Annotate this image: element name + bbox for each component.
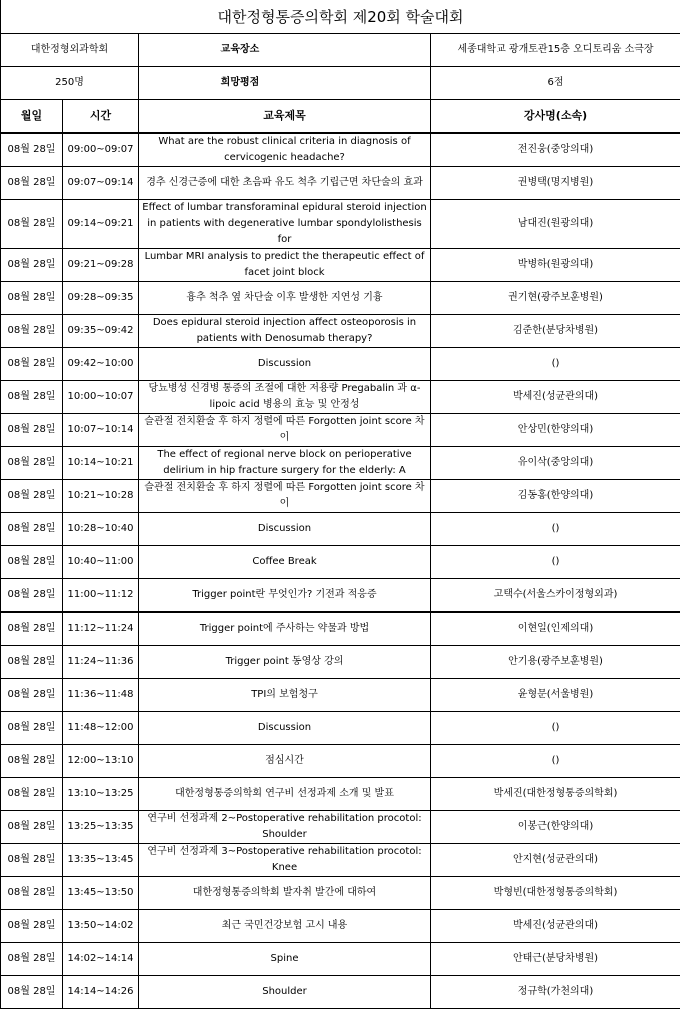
table-row <box>1 249 680 282</box>
table-row <box>1 679 680 712</box>
row-time: 13:25~13:35 <box>63 811 139 844</box>
row-topic: 경추 신경근증에 대한 초음파 유도 척추 기립근면 차단술의 효과 <box>139 167 431 200</box>
row-speaker: 안태근(분당차병원) <box>431 943 680 976</box>
row-speaker: 김준한(분당차병원) <box>431 315 680 348</box>
row-date: 08월 28일 <box>1 348 63 381</box>
row-topic: 대한정형통증의학회 연구비 선정과제 소개 및 발표 <box>139 778 431 811</box>
row-topic: Discussion <box>139 712 431 745</box>
capacity-cell: 250명 <box>1 67 139 100</box>
row-speaker: 안상민(한양의대) <box>431 414 680 447</box>
table-row <box>1 877 680 910</box>
credit-value: 6점 <box>431 67 680 100</box>
row-date: 08월 28일 <box>1 910 63 943</box>
row-time: 10:00~10:07 <box>63 381 139 414</box>
info-row-venue <box>1 34 680 67</box>
row-date: 08월 28일 <box>1 546 63 579</box>
row-date: 08월 28일 <box>1 976 63 1009</box>
table-row <box>1 513 680 546</box>
header-row <box>1 100 680 134</box>
row-speaker: 이현일(인제의대) <box>431 612 680 646</box>
row-date: 08월 28일 <box>1 513 63 546</box>
row-topic: Trigger point에 주사하는 약물과 방법 <box>139 612 431 646</box>
table-row <box>1 381 680 414</box>
row-topic: Trigger point 동영상 강의 <box>139 646 431 679</box>
row-topic: 점심시간 <box>139 745 431 778</box>
row-speaker: 안지현(성균관의대) <box>431 844 680 877</box>
row-date: 08월 28일 <box>1 745 63 778</box>
row-time: 11:00~11:12 <box>63 579 139 613</box>
venue-label <box>139 34 431 67</box>
row-time: 10:07~10:14 <box>63 414 139 447</box>
table-row <box>1 844 680 877</box>
credit-label-text: 희망평점 <box>142 75 338 91</box>
row-time: 09:14~09:21 <box>63 200 139 249</box>
row-date: 08월 28일 <box>1 679 63 712</box>
row-speaker: () <box>431 712 680 745</box>
row-topic: 흉추 척추 옆 차단술 이후 발생한 지연성 기흉 <box>139 282 431 315</box>
row-time: 09:00~09:07 <box>63 133 139 167</box>
row-topic: TPI의 보험청구 <box>139 679 431 712</box>
row-time: 10:28~10:40 <box>63 513 139 546</box>
row-time: 10:14~10:21 <box>63 447 139 480</box>
row-topic: Lumbar MRI analysis to predict the therapeutic effect of facet joint block <box>139 249 431 282</box>
table-row <box>1 646 680 679</box>
table-row <box>1 480 680 513</box>
table-row <box>1 976 680 1009</box>
row-date: 08월 28일 <box>1 200 63 249</box>
row-speaker: 이봉근(한양의대) <box>431 811 680 844</box>
row-topic: 최근 국민건강보험 고시 내용 <box>139 910 431 943</box>
row-topic: Spine <box>139 943 431 976</box>
row-topic: What are the robust clinical criteria in diagnosis of cervicogenic headache? <box>139 133 431 167</box>
row-date: 08월 28일 <box>1 579 63 613</box>
row-time: 11:36~11:48 <box>63 679 139 712</box>
row-speaker: 고택수(서울스카이정형외과) <box>431 579 680 613</box>
row-topic: Trigger point란 무엇인가? 기전과 적응증 <box>139 579 431 613</box>
row-time: 13:50~14:02 <box>63 910 139 943</box>
table-row <box>1 910 680 943</box>
row-date: 08월 28일 <box>1 943 63 976</box>
row-speaker: 안기용(광주보훈병원) <box>431 646 680 679</box>
row-time: 11:12~11:24 <box>63 612 139 646</box>
row-time: 14:14~14:26 <box>63 976 139 1009</box>
row-topic: 슬관절 전치환술 후 하지 정렬에 따른 Forgotten joint score 차이 <box>139 414 431 447</box>
row-topic: Coffee Break <box>139 546 431 579</box>
header-speaker: 강사명(소속) <box>431 100 680 134</box>
row-time: 13:45~13:50 <box>63 877 139 910</box>
row-topic: Discussion <box>139 513 431 546</box>
row-time: 13:35~13:45 <box>63 844 139 877</box>
row-speaker: 박형빈(대한정형통증의학회) <box>431 877 680 910</box>
row-speaker: 정규학(가천의대) <box>431 976 680 1009</box>
row-speaker: () <box>431 546 680 579</box>
row-speaker: () <box>431 745 680 778</box>
row-topic: 연구비 선정과제 2~Postoperative rehabilitation procotol: Shoulder <box>139 811 431 844</box>
venue-label-text: 교육장소 <box>142 42 338 58</box>
row-speaker: 박세진(성균관의대) <box>431 381 680 414</box>
row-topic: Does epidural steroid injection affect osteoporosis in patients with Denosumab therapy? <box>139 315 431 348</box>
row-date: 08월 28일 <box>1 315 63 348</box>
row-topic: 대한정형통증의학회 발자취 발간에 대하여 <box>139 877 431 910</box>
table-row <box>1 745 680 778</box>
row-date: 08월 28일 <box>1 646 63 679</box>
row-date: 08월 28일 <box>1 480 63 513</box>
row-time: 13:10~13:25 <box>63 778 139 811</box>
table-row <box>1 447 680 480</box>
title-row <box>1 0 680 34</box>
row-time: 09:07~09:14 <box>63 167 139 200</box>
table-row <box>1 315 680 348</box>
row-topic: Discussion <box>139 348 431 381</box>
row-date: 08월 28일 <box>1 811 63 844</box>
row-date: 08월 28일 <box>1 712 63 745</box>
row-date: 08월 28일 <box>1 612 63 646</box>
row-topic: 당뇨병성 신경병 통증의 조절에 대한 저용량 Pregabalin 과 α-lipoic acid 병용의 효능 및 안정성 <box>139 381 431 414</box>
organizer-cell: 대한정형외과학회 <box>1 34 139 67</box>
row-topic: The effect of regional nerve block on perioperative delirium in hip fracture surgery for the elderly: A <box>139 447 431 480</box>
row-date: 08월 28일 <box>1 133 63 167</box>
row-speaker: 박세진(대한정형통증의학회) <box>431 778 680 811</box>
row-speaker: 박병하(원광의대) <box>431 249 680 282</box>
credit-label <box>139 67 431 100</box>
table-row <box>1 811 680 844</box>
row-speaker: () <box>431 513 680 546</box>
header-topic: 교육제목 <box>139 100 431 134</box>
row-date: 08월 28일 <box>1 381 63 414</box>
venue-value: 세종대학교 광개토관15층 오디토리움 소극장 <box>431 34 680 67</box>
row-time: 10:21~10:28 <box>63 480 139 513</box>
row-speaker: 김동홍(한양의대) <box>431 480 680 513</box>
table-row <box>1 167 680 200</box>
row-topic: Effect of lumbar transforaminal epidural steroid injection in patients with degenerative lumbar spondylolisthesis for <box>139 200 431 249</box>
table-row <box>1 414 680 447</box>
sheet-title: 대한정형통증의학회 제20회 학술대회 <box>1 0 680 34</box>
row-time: 09:28~09:35 <box>63 282 139 315</box>
schedule-body <box>1 0 680 1009</box>
row-time: 10:40~11:00 <box>63 546 139 579</box>
header-time: 시간 <box>63 100 139 134</box>
table-row <box>1 778 680 811</box>
row-time: 09:21~09:28 <box>63 249 139 282</box>
row-time: 11:24~11:36 <box>63 646 139 679</box>
row-speaker: 남대진(원광의대) <box>431 200 680 249</box>
row-speaker: 권기현(광주보훈병원) <box>431 282 680 315</box>
table-row <box>1 612 680 646</box>
row-time: 11:48~12:00 <box>63 712 139 745</box>
row-speaker: () <box>431 348 680 381</box>
row-speaker: 권병택(명지병원) <box>431 167 680 200</box>
row-date: 08월 28일 <box>1 877 63 910</box>
row-speaker: 윤형문(서울병원) <box>431 679 680 712</box>
row-time: 09:35~09:42 <box>63 315 139 348</box>
row-topic: 슬관절 전치환술 후 하지 정렬에 따른 Forgotten joint score 차이 <box>139 480 431 513</box>
row-speaker: 유이삭(중앙의대) <box>431 447 680 480</box>
table-row <box>1 579 680 613</box>
header-date: 월일 <box>1 100 63 134</box>
info-row-credit <box>1 67 680 100</box>
row-date: 08월 28일 <box>1 414 63 447</box>
row-date: 08월 28일 <box>1 249 63 282</box>
row-time: 09:42~10:00 <box>63 348 139 381</box>
row-time: 14:02~14:14 <box>63 943 139 976</box>
row-time: 12:00~13:10 <box>63 745 139 778</box>
table-row <box>1 712 680 745</box>
table-row <box>1 943 680 976</box>
row-topic: 연구비 선정과제 3~Postoperative rehabilitation procotol: Knee <box>139 844 431 877</box>
row-date: 08월 28일 <box>1 167 63 200</box>
table-row <box>1 133 680 167</box>
row-date: 08월 28일 <box>1 778 63 811</box>
row-topic: Shoulder <box>139 976 431 1009</box>
row-date: 08월 28일 <box>1 844 63 877</box>
row-speaker: 전진웅(중앙의대) <box>431 133 680 167</box>
table-row <box>1 546 680 579</box>
table-row <box>1 282 680 315</box>
table-row <box>1 348 680 381</box>
row-speaker: 박세진(성균관의대) <box>431 910 680 943</box>
row-date: 08월 28일 <box>1 282 63 315</box>
table-row <box>1 200 680 249</box>
row-date: 08월 28일 <box>1 447 63 480</box>
